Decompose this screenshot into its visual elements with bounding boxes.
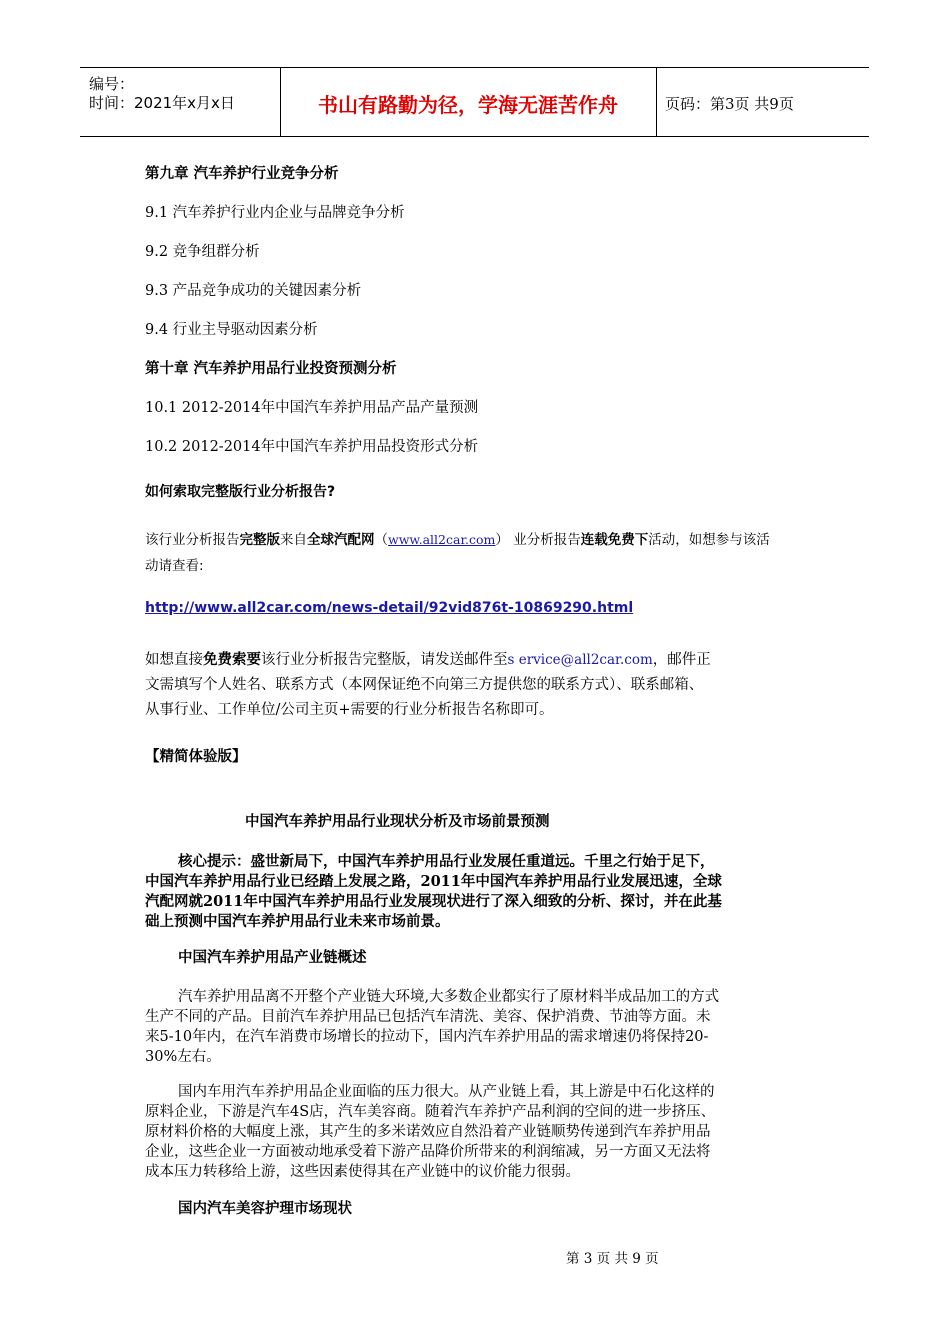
text-run: ） 业分析报告 (495, 532, 581, 548)
toc-chapter-10: 第十章 汽车养护用品行业投资预测分析 (145, 360, 397, 377)
how-to-paragraph-line2: 动请查看: (145, 558, 204, 574)
time-label: 时间：2021年x月x日 (89, 94, 235, 112)
toc-item: 10.1 2012-2014年中国汽车养护用品产品产量预测 (145, 400, 479, 416)
summary-line: 核心提示：盛世新局下，中国汽车养护用品行业发展任重道远。千里之行始于足下， (178, 853, 715, 870)
paragraph-line: 30%左右。 (145, 1049, 221, 1065)
brief-version-label: 【精简体验版】 (145, 748, 247, 765)
toc-item: 10.2 2012-2014年中国汽车养护用品投资形式分析 (145, 439, 479, 455)
how-to-paragraph (145, 528, 770, 548)
summary-line: 汽配网就2011年中国汽车养护用品行业发展现状进行了深入细致的分析、探讨，并在此基 (145, 893, 722, 910)
email-paragraph-line3: 从事行业、工作单位/公司主页+需要的行业分析报告名称即可。 (145, 702, 554, 718)
paragraph-line: 生产不同的产品。目前汽车养护用品已包括汽车清洗、美容、保护消费、节油等方面。未 (145, 1009, 711, 1025)
toc-chapter-9: 第九章 汽车养护行业竞争分析 (145, 165, 339, 182)
email-address[interactable]: s ervice@all2car.com (507, 652, 653, 668)
email-paragraph-line2: 文需填写个人姓名、联系方式（本网保证绝不向第三方提供您的联系方式）、联系邮箱、 (145, 677, 704, 693)
text-run: ，邮件正 (652, 652, 711, 668)
toc-item: 9.4 行业主导驱动因素分析 (145, 322, 318, 338)
paragraph-line: 汽车养护用品离不开整个产业链大环境,大多数企业都实行了原材料半成品加工的方式 (178, 989, 720, 1005)
summary-line: 础上预测中国汽车养护用品行业未来市场前景。 (145, 913, 450, 930)
report-url-link[interactable]: http://www.all2car.com/news-detail/92vid876t-10869290.html (145, 600, 634, 616)
page-footer: 第 3 页 共 9 页 (566, 1251, 659, 1267)
text-run: （ (374, 532, 388, 548)
text-run: 如想直接 (145, 652, 203, 668)
toc-item: 9.3 产品竞争成功的关键因素分析 (145, 283, 362, 299)
text-run: 全球汽配网 (307, 532, 375, 548)
text-run: 完整版 (239, 532, 280, 548)
page-number-label: 页码：第3页 共9页 (665, 95, 794, 113)
page-header (80, 67, 869, 137)
header-motto: 书山有路勤为径，学海无涯苦作舟 (318, 93, 618, 117)
paragraph-line: 企业，这些企业一方面被动地承受着下游产品降价所带来的利润缩减，另一方面又无法将 (145, 1144, 711, 1160)
article-title: 中国汽车养护用品行业现状分析及市场前景预测 (245, 813, 550, 830)
site-link[interactable]: www.all2car.com (388, 532, 496, 547)
text-run: 该行业分析报告完整版，请发送邮件至 (261, 652, 508, 668)
summary-line: 中国汽车养护用品行业已经踏上发展之路，2011年中国汽车养护用品行业发展迅速，全球 (145, 873, 722, 890)
text-run: 连载免费下 (580, 532, 649, 548)
text-run: 活动，如想参与该活 (648, 532, 770, 548)
how-to-heading: 如何索取完整版行业分析报告? (145, 484, 336, 500)
paragraph-line: 原料企业，下游是汽车4S店，汽车美容商。随着汽车养护产品利润的空间的进一步挤压、 (145, 1104, 716, 1120)
toc-item: 9.2 竞争组群分析 (145, 244, 260, 260)
code-label: 编号： (89, 75, 135, 93)
paragraph-line: 原材料价格的大幅度上涨，其产生的多米诺效应自然沿着产业链顺势传递到汽车养护用品 (145, 1124, 711, 1140)
paragraph-line: 国内车用汽车养护用品企业面临的压力很大。从产业链上看，其上游是中石化这样的 (178, 1084, 715, 1100)
section-heading: 国内汽车美容护理市场现状 (178, 1200, 352, 1217)
header-divider (656, 68, 657, 136)
email-paragraph (145, 648, 711, 669)
paragraph-line: 来5-10年内，在汽车消费市场增长的拉动下，国内汽车养护用品的需求增速仍将保持20- (145, 1029, 709, 1045)
toc-item: 9.1 汽车养护行业内企业与品牌竞争分析 (145, 205, 405, 221)
text-run: 来自 (280, 532, 307, 548)
paragraph-line: 成本压力转移给上游，这些因素使得其在产业链中的议价能力很弱。 (145, 1164, 580, 1180)
text-run: 该行业分析报告 (145, 532, 240, 548)
section-heading: 中国汽车养护用品产业链概述 (178, 949, 367, 966)
text-run: 免费索要 (203, 651, 261, 668)
